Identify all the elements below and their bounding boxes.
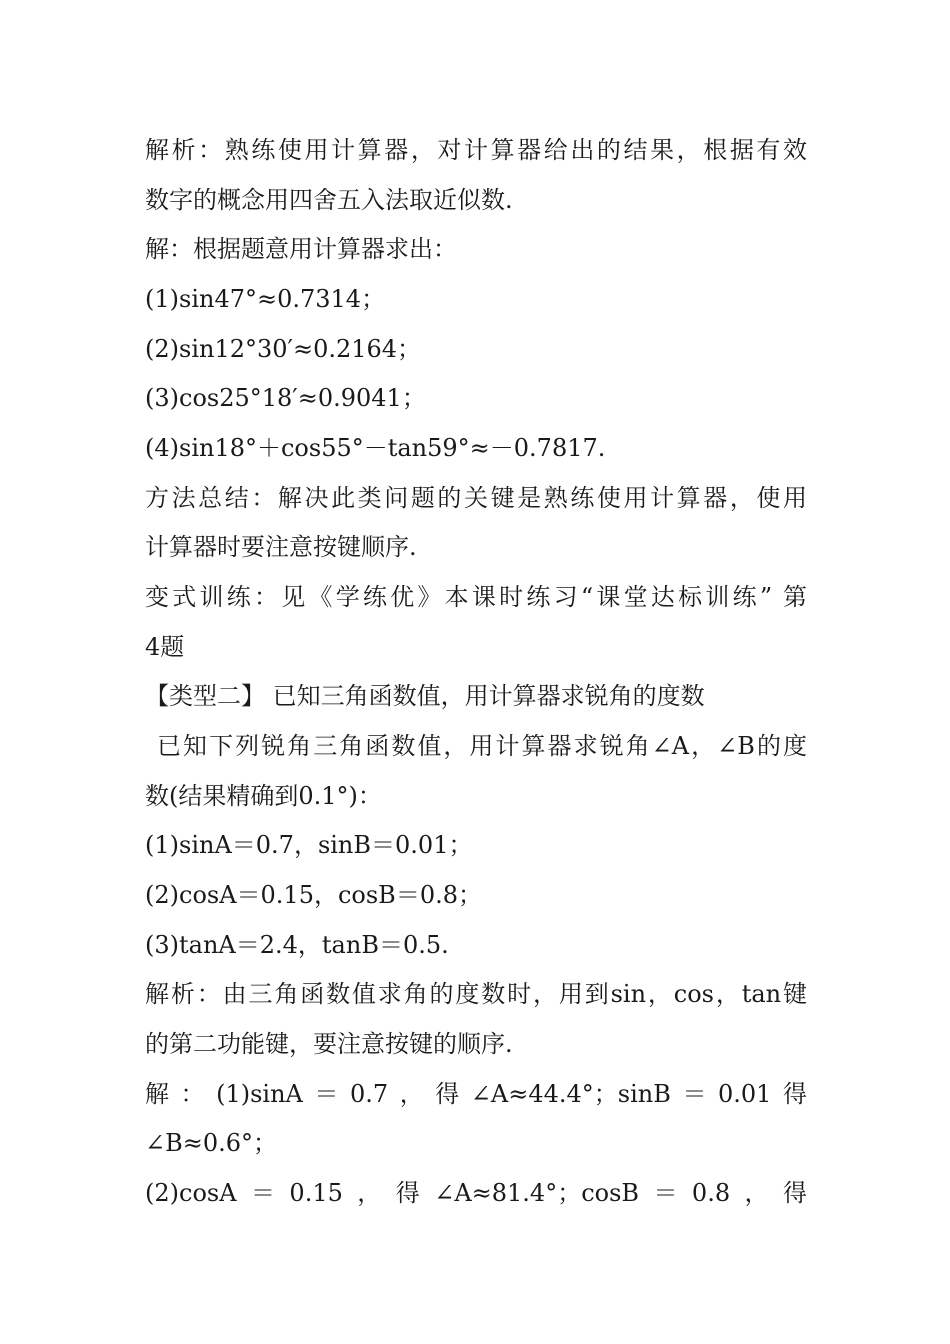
text-line: 解析：由三角函数值求角的度数时，用到sin，cos，tan键	[145, 980, 807, 1008]
text-line: (1)sin47°≈0.7314；	[145, 285, 386, 313]
text-line: (2)cosA＝0.15，cosB＝0.8；	[145, 881, 482, 909]
text-line: (3)cos25°18′≈0.9041；	[145, 384, 426, 412]
text-line: (2)cosA＝0.15，得∠A≈81.4°；cosB＝0.8，得	[145, 1179, 807, 1207]
text-line: (1)sinA＝0.7，sinB＝0.01；	[145, 831, 473, 859]
text-line: (4)sin18°＋cos55°－tan59°≈－0.7817.	[145, 434, 606, 462]
text-line: 变式训练：见《学练优》本课时练习“课堂达标训练” 第	[145, 583, 807, 611]
text-line: (2)sin12°30′≈0.2164；	[145, 335, 422, 363]
text-line: 已知下列锐角三角函数值，用计算器求锐角∠A，∠B的度	[157, 732, 807, 760]
text-line: 解：根据题意用计算器求出：	[145, 235, 457, 263]
text-line: 数字的概念用四舍五入法取近似数.	[145, 186, 513, 214]
text-line: 的第二功能键，要注意按键的顺序.	[145, 1030, 513, 1058]
text-line: 解：(1)sinA＝0.7，得∠A≈44.4°；sinB＝0.01得	[145, 1080, 807, 1108]
text-line: 4题	[145, 633, 185, 661]
text-line: 计算器时要注意按键顺序.	[145, 533, 417, 561]
text-line: 解析：熟练使用计算器，对计算器给出的结果，根据有效	[145, 136, 807, 164]
text-line: 数(结果精确到0.1°)：	[145, 782, 382, 810]
section-heading: 【类型二】 已知三角函数值，用计算器求锐角的度数	[145, 682, 705, 710]
text-line: ∠B≈0.6°；	[145, 1129, 278, 1157]
text-line: (3)tanA＝2.4，tanB＝0.5.	[145, 931, 449, 959]
text-line: 方法总结：解决此类问题的关键是熟练使用计算器，使用	[145, 484, 807, 512]
